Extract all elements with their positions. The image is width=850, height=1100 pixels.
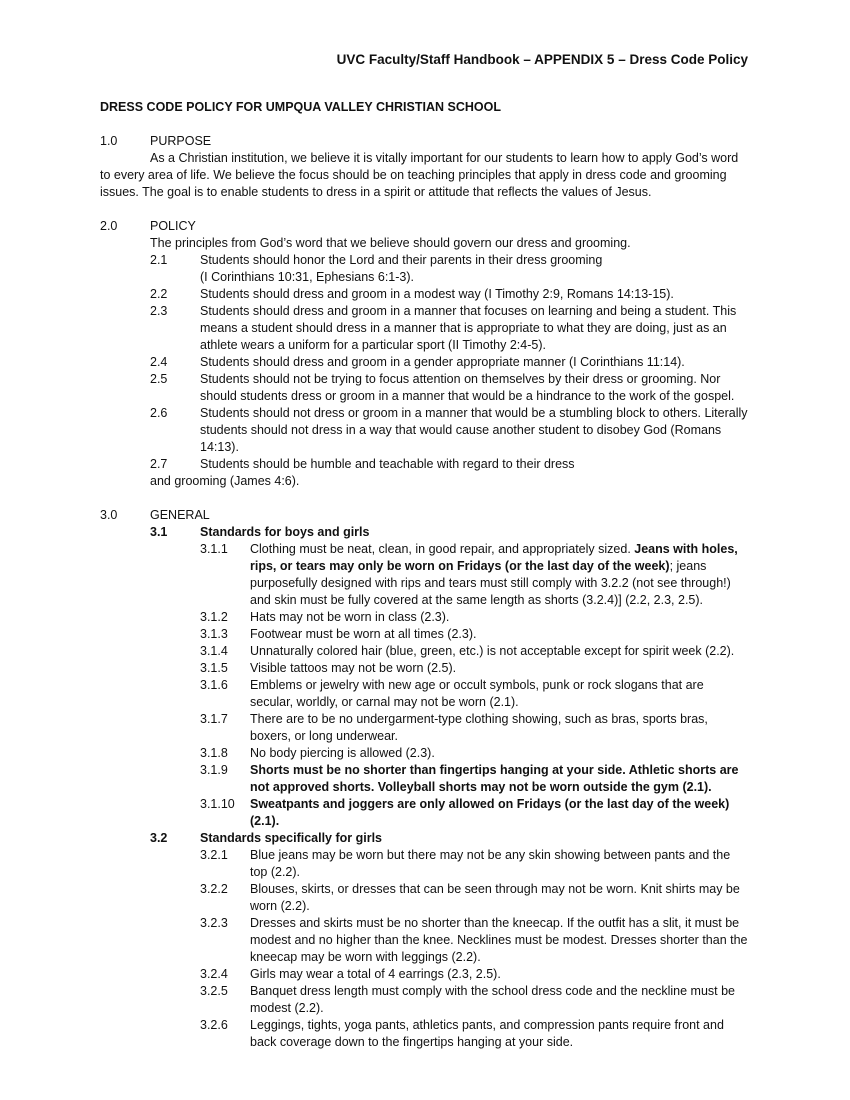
section-heading: POLICY [150, 219, 196, 233]
item-number: 3.1.5 [200, 661, 228, 675]
section-purpose [100, 133, 750, 201]
list-item [200, 915, 750, 966]
list-item [150, 303, 750, 354]
item-number: 3.2.6 [200, 1018, 228, 1032]
list-item [200, 745, 750, 762]
item-text: Dresses and skirts must be no shorter than the kneecap. If the outfit has a slit, it must be modest and no higher than the knee. Necklines must be modest. Dresses shorter than the kneecap may be worn with leggings (2.2). [250, 916, 748, 964]
section-general [100, 507, 750, 1051]
list-item [200, 796, 750, 830]
item-text: Students should honor the Lord and their parents in their dress grooming [200, 253, 603, 267]
item-text: Unnaturally colored hair (blue, green, etc.) is not acceptable except for spirit week (2.2). [250, 644, 735, 658]
item-number: 3.1.7 [200, 712, 228, 726]
item-text: Banquet dress length must comply with the school dress code and the neckline must be modest (2.2). [250, 984, 735, 1015]
item-text: Girls may wear a total of 4 earrings (2.3, 2.5). [250, 967, 501, 981]
standards-list [200, 847, 750, 1051]
list-item [200, 541, 750, 609]
standards-list [200, 541, 750, 830]
list-item [150, 354, 750, 371]
item-number: 2.3 [150, 304, 168, 318]
list-item [200, 881, 750, 915]
item-text: Footwear must be worn at all times (2.3). [250, 627, 477, 641]
item-number: 2.2 [150, 287, 168, 301]
item-number: 3.2.1 [200, 848, 228, 862]
item-number: 3.1.9 [200, 763, 228, 777]
item-number: 3.2.3 [200, 916, 228, 930]
item-text: Students should not dress or groom in a manner that would be a stumbling block to others. Literally students should not dress in a way that would cause another student to disobey God (Romans 14:13). [200, 406, 748, 454]
item-number: 2.6 [150, 406, 168, 420]
list-item [200, 983, 750, 1017]
item-number: 3.2.2 [200, 882, 228, 896]
item-number: 3.2.4 [200, 967, 228, 981]
list-item [200, 626, 750, 643]
subsection-number: 3.1 [150, 525, 168, 539]
item-number: 3.1.1 [200, 542, 228, 556]
item-number: 2.4 [150, 355, 168, 369]
item-text: Students should dress and groom in a manner that focuses on learning and being a student. This means a student should dress in a manner that is appropriate to what they are doing, just as an athlete wears a uniform for a particular sport (II Timothy 2:4-5). [200, 304, 737, 352]
item-number: 3.1.2 [200, 610, 228, 624]
item-text: Students should be humble and teachable with regard to their dress [200, 457, 575, 471]
section-heading: GENERAL [150, 508, 210, 522]
item-continuation: and grooming (James 4:6). [150, 474, 300, 488]
item-text: Hats may not be worn in class (2.3). [250, 610, 450, 624]
item-number: 3.1.6 [200, 678, 228, 692]
item-number: 3.1.10 [200, 797, 235, 811]
list-item [200, 677, 750, 711]
list-item [150, 405, 750, 456]
item-emphasis: Jeans with holes, rips, or tears may only be worn on Fridays (or the last day of the week) [250, 542, 738, 573]
section-intro: The principles from God’s word that we believe should govern our dress and grooming. [150, 236, 631, 250]
item-reference: (I Corinthians 10:31, Ephesians 6:1-3). [200, 270, 415, 284]
item-text: Sweatpants and joggers are only allowed on Fridays (or the last day of the week) (2.1). [250, 797, 730, 828]
list-item [200, 711, 750, 745]
item-text-cont: ; jeans purposefully designed with rips and tears must still comply with 3.2.2 (not see through!) and skin must be fully covered at the same length as shorts (3.2.4)] (2.2, 2.3, 2.5). [250, 559, 731, 607]
item-number: 2.5 [150, 372, 168, 386]
subsection-heading: Standards specifically for girls [200, 831, 383, 845]
item-number: 3.2.5 [200, 984, 228, 998]
item-text: Shorts must be no shorter than fingertips hanging at your side. Athletic shorts are not approved shorts. Volleyball shorts may not be worn outside the gym (2.1). [250, 763, 739, 794]
item-number: 2.1 [150, 253, 168, 267]
section-policy [100, 218, 750, 490]
list-item [200, 847, 750, 881]
item-number: 3.1.8 [200, 746, 228, 760]
subsection-heading: Standards for boys and girls [200, 525, 370, 539]
list-item [200, 966, 750, 983]
item-text: Students should dress and groom in a modest way (I Timothy 2:9, Romans 14:13-15). [200, 287, 674, 301]
section-number: 1.0 [100, 134, 118, 148]
item-number: 3.1.3 [200, 627, 228, 641]
item-text: Students should dress and groom in a gender appropriate manner (I Corinthians 11:14). [200, 355, 685, 369]
list-item [200, 1017, 750, 1051]
section-heading: PURPOSE [150, 134, 212, 148]
item-text: Blue jeans may be worn but there may not be any skin showing between pants and the top (2.2). [250, 848, 731, 879]
subsection-number: 3.2 [150, 831, 168, 845]
section-number: 3.0 [100, 508, 118, 522]
item-text: Blouses, skirts, or dresses that can be seen through may not be worn. Knit shirts may be worn (2.2). [250, 882, 740, 913]
section-paragraph: As a Christian institution, we believe it is vitally important for our students to learn how to apply God’s word to every area of life. We believe the focus should be on teaching principles that apply in dress code and grooming issues. The goal is to enable students to dress in a spirit or attitude that reflects the values of Jesus. [100, 151, 739, 199]
list-item [150, 252, 750, 286]
list-item [200, 609, 750, 626]
list-item [200, 660, 750, 677]
list-item [150, 456, 750, 473]
policy-list [150, 252, 750, 473]
document-title: DRESS CODE POLICY FOR UMPQUA VALLEY CHRISTIAN SCHOOL [100, 100, 501, 114]
list-item [150, 286, 750, 303]
section-number: 2.0 [100, 219, 118, 233]
subsection-boys-girls [150, 524, 750, 830]
list-item [200, 643, 750, 660]
item-text: There are to be no undergarment-type clothing showing, such as bras, sports bras, boxers, or long underwear. [250, 712, 708, 743]
page-header: UVC Faculty/Staff Handbook – APPENDIX 5 – Dress Code Policy [336, 52, 748, 67]
item-text: Emblems or jewelry with new age or occult symbols, punk or rock slogans that are secular, worldly, or carnal may not be worn (2.1). [250, 678, 704, 709]
item-number: 2.7 [150, 457, 168, 471]
item-number: 3.1.4 [200, 644, 228, 658]
item-text: Visible tattoos may not be worn (2.5). [250, 661, 457, 675]
document-body [100, 133, 750, 1068]
list-item [200, 762, 750, 796]
subsection-girls [150, 830, 750, 1051]
list-item [150, 371, 750, 405]
item-text: Clothing must be neat, clean, in good repair, and appropriately sized. [250, 542, 635, 556]
item-text: No body piercing is allowed (2.3). [250, 746, 435, 760]
item-text: Students should not be trying to focus attention on themselves by their dress or grooming. Nor should students dress or groom in a manner that would be a hindrance to the work of the gospel. [200, 372, 735, 403]
item-text: Leggings, tights, yoga pants, athletics pants, and compression pants require front and back coverage down to the fingertips hanging at your side. [250, 1018, 724, 1049]
